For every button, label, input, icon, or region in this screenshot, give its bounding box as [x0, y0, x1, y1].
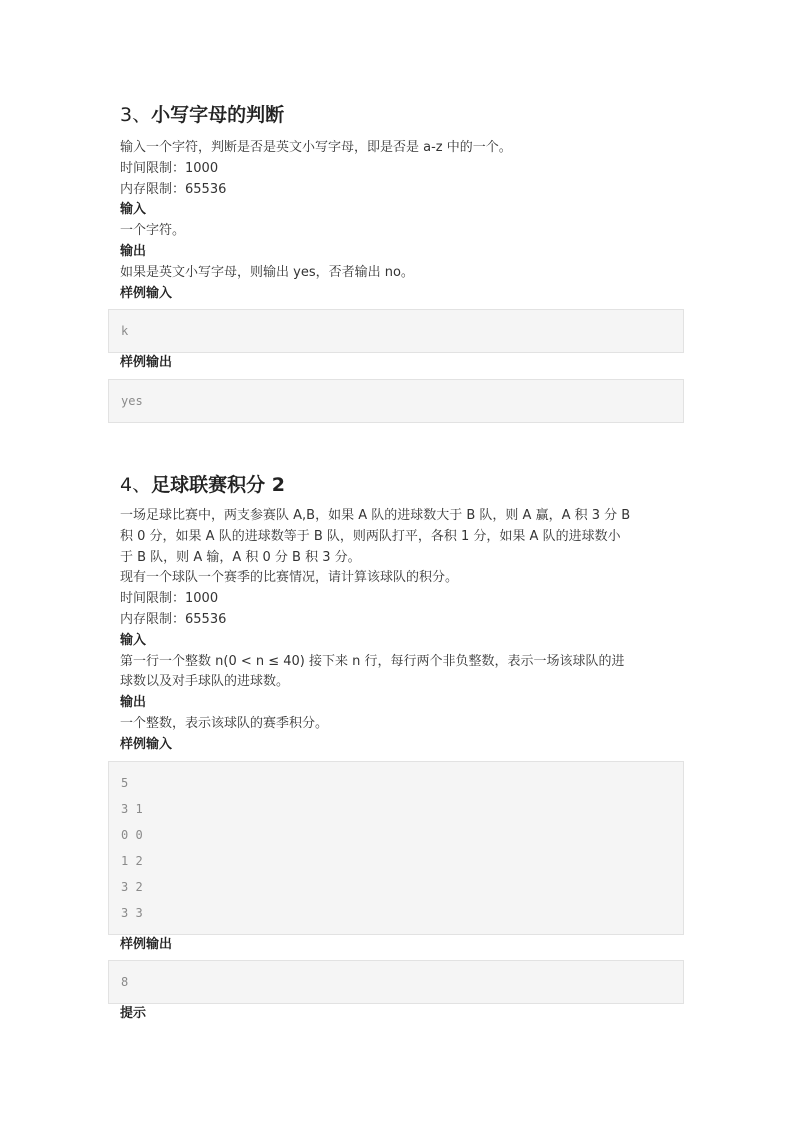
- problem-4-description-line: 于 B 队，则 A 输，A 积 0 分 B 积 3 分。: [120, 549, 361, 565]
- problem-3-description: 输入一个字符，判断是否是英文小写字母，即是否是 a-z 中的一个。: [120, 140, 512, 155]
- problem-3-time-limit: 时间限制：1000: [120, 160, 219, 176]
- code-line: k: [121, 324, 129, 339]
- problem-4-sample-output-block: [108, 960, 684, 1004]
- problem-3-sample-output-block: [108, 379, 684, 423]
- problem-3-sample-output-label: 样例输出: [120, 355, 173, 371]
- problem-4-sample-input-block: [108, 761, 684, 935]
- problem-3-sample-input-label: 样例输入: [120, 285, 173, 301]
- problem-4-time-limit: 时间限制：1000: [120, 591, 219, 607]
- problem-4-output-text: 一个整数，表示该球队的赛季积分。: [120, 715, 329, 731]
- problem-4-title: [120, 472, 685, 498]
- code-line: 8: [121, 975, 129, 990]
- code-line: yes: [121, 394, 143, 409]
- problem-4-description-2: 现有一个球队一个赛季的比赛情况，请计算该球队的积分。: [120, 570, 459, 586]
- code-line: 5: [121, 775, 129, 790]
- problem-4-input-label: 输入: [120, 632, 147, 648]
- problem-4: [120, 472, 685, 1025]
- problem-4-number: 4、: [120, 474, 152, 496]
- problem-3-input-text: 一个字符。: [120, 223, 186, 239]
- problem-4-memory-limit: 内存限制：65536: [120, 611, 227, 627]
- code-line: 0 0: [121, 827, 143, 842]
- problem-4-input-line: 第一行一个整数 n(0 < n ≤ 40) 接下来 n 行，每行两个非负整数，表示一场该球队的进: [120, 653, 625, 669]
- problem-3-number: 3、: [120, 104, 152, 126]
- code-line: 3 1: [121, 801, 143, 816]
- problem-3-name: 小写字母的判断: [151, 104, 285, 126]
- problem-3-input-label: 输入: [120, 202, 147, 218]
- problem-4-sample-output-label: 样例输出: [120, 936, 173, 952]
- problem-4-sample-input-label: 样例输入: [120, 736, 173, 752]
- code-line: 3 3: [121, 905, 143, 920]
- problem-3: [120, 102, 685, 423]
- problem-4-description-line: 积 0 分，如果 A 队的进球数等于 B 队，则两队打平，各积 1 分，如果 A 队的进球数小: [120, 528, 621, 544]
- problem-3-output-label: 输出: [120, 243, 147, 259]
- problem-4-hint-label: 提示: [120, 1006, 147, 1022]
- problem-3-output-text: 如果是英文小写字母，则输出 yes，否者输出 no。: [120, 264, 414, 280]
- problem-3-sample-input-block: [108, 309, 684, 353]
- code-line: 1 2: [121, 853, 143, 868]
- problem-4-input-line: 球数以及对手球队的进球数。: [120, 674, 290, 690]
- problem-4-name: 足球联赛积分 2: [151, 474, 285, 496]
- problem-4-output-label: 输出: [120, 695, 147, 711]
- problem-4-description-line: 一场足球比赛中，两支参赛队 A,B，如果 A 队的进球数大于 B 队，则 A 赢，A 积 3 分 B: [120, 508, 631, 523]
- problem-3-title: [120, 102, 685, 128]
- code-line: 3 2: [121, 879, 143, 894]
- problem-3-memory-limit: 内存限制：65536: [120, 181, 227, 197]
